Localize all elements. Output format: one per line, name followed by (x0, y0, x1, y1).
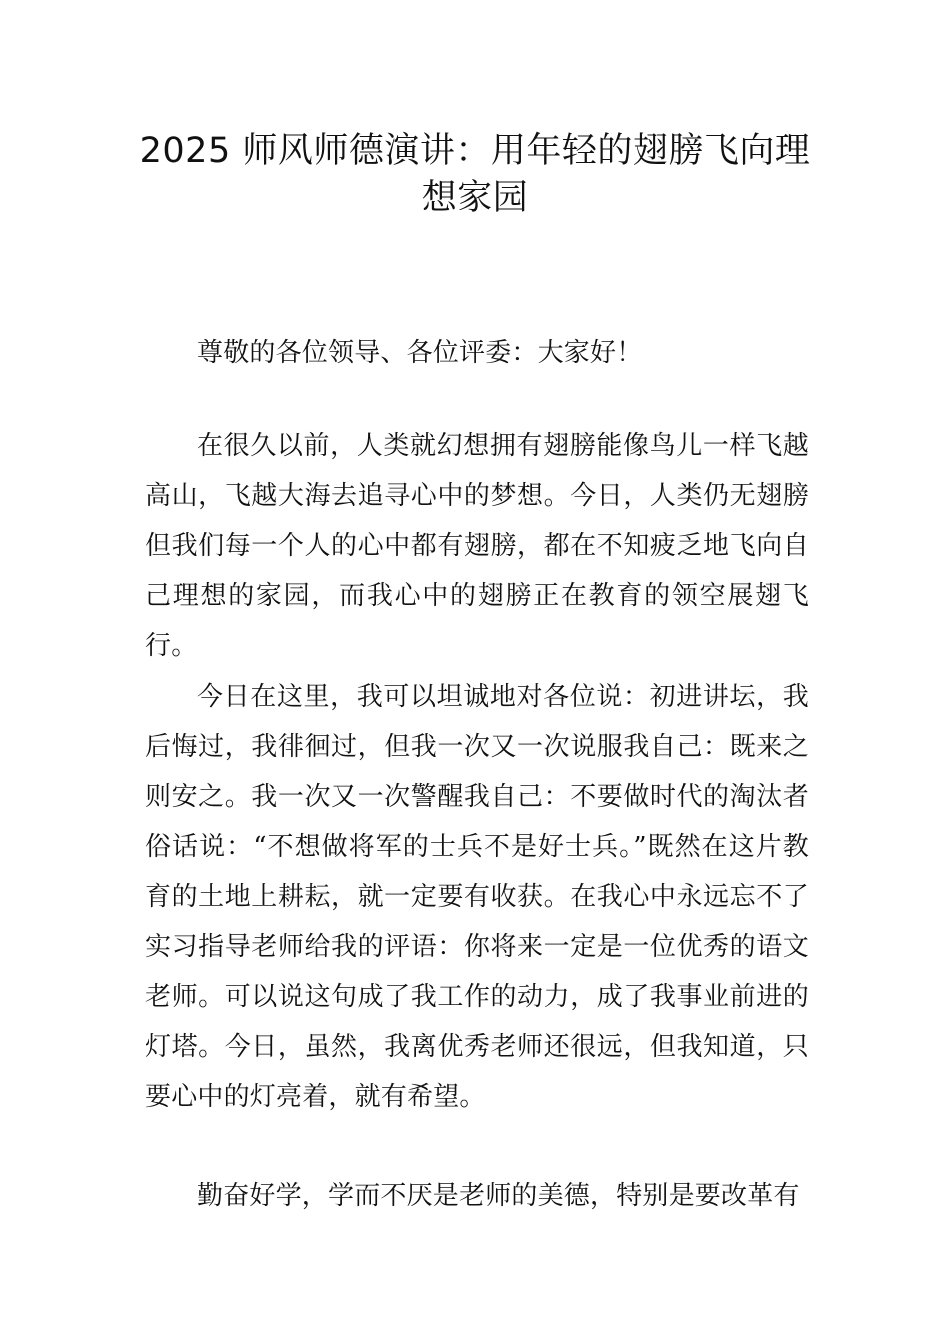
body-paragraph-1 (145, 421, 809, 671)
document-title (100, 128, 850, 222)
title-line-1: 2025 师风师德演讲：用年轻的翅膀飞向理 (139, 131, 811, 171)
paragraph-text: 今日在这里，我可以坦诚地对各位说：初进讲坛，我后悔过，我徘徊过，但我一次又一次说服我自己：既来之则安之。我一次又一次警醒我自己：不要做时代的淘汰者俗话说：“不想做将军的士兵不是好士兵。”既然在这片教育的土地上耕耘，就一定要有收获。在我心中永远忘不了实习指导老师给我的评语：你将来一定是一位优秀的语文老师。可以说这句成了我工作的动力，成了我事业前进的灯塔。今日，虽然，我离优秀老师还很远，但我知道，只要心中的灯亮着，就有希望。 (145, 682, 809, 1112)
paragraph-text: 勤奋好学，学而不厌是老师的美德，特别是要改革有 (197, 1181, 800, 1211)
title-line-2: 想家园 (421, 178, 529, 218)
greeting-paragraph (145, 328, 809, 378)
paragraph-text: 在很久以前，人类就幻想拥有翅膀能像鸟儿一样飞越高山，飞越大海去追寻心中的梦想。今日，人类仍无翅膀但我们每一个人的心中都有翅膀，都在不知疲乏地飞向自己理想的家园，而我心中的翅膀正在教育的领空展翅飞行。 (145, 431, 809, 661)
body-paragraph-3 (145, 1171, 809, 1221)
body-paragraph-2 (145, 672, 809, 1122)
greeting-text: 尊敬的各位领导、各位评委：大家好！ (197, 338, 643, 368)
